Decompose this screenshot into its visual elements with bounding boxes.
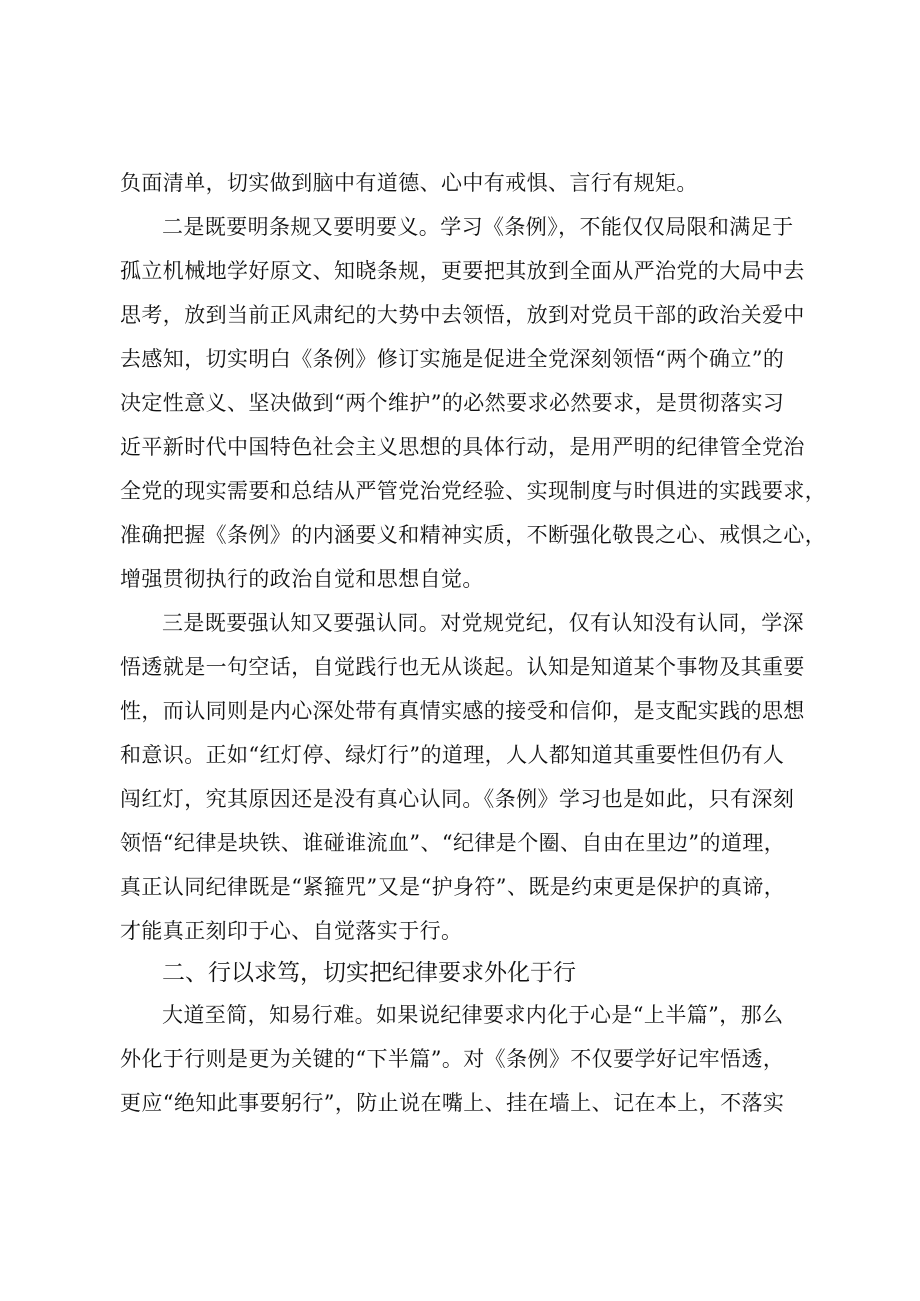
paragraph-line: 全党的现实需要和总结从严管党治党经验、实现制度与时俱进的实践要求， (120, 479, 827, 503)
paragraph-line: 和意识。正如“红灯停、绿灯行”的道理，人人都知道其重要性但仍有人 (120, 743, 785, 767)
paragraph-line: 大道至简，知易行难。如果说纪律要求内化于心是“上半篇”，那么 (162, 1003, 784, 1027)
paragraph-line: 外化于行则是更为关键的“下半篇”。对《条例》不仅要学好记牢悟透， (120, 1047, 785, 1071)
paragraph-line: 更应“绝知此事要躬行”，防止说在嘴上、挂在墙上、记在本上，不落实 (120, 1091, 785, 1115)
paragraph-line: 三是既要强认知又要强认同。对党规党纪，仅有认知没有认同，学深 (162, 611, 804, 635)
paragraph-line: 决定性意义、坚决做到“两个维护”的必然要求必然要求，是贯彻落实习 (120, 391, 785, 415)
section-heading: 二、行以求笃，切实把纪律要求外化于行 (162, 960, 576, 986)
paragraph-line: 去感知，切实明白《条例》修订实施是促进全党深刻领悟“两个确立”的 (120, 347, 785, 371)
paragraph-line: 性，而认同则是内心深处带有真情实感的接受和信仰，是支配实践的思想 (120, 699, 805, 723)
paragraph-line: 孤立机械地学好原文、知晓条规，更要把其放到全面从严治党的大局中去 (120, 259, 805, 283)
paragraph-line: 悟透就是一句空话，自觉践行也无从谈起。认知是知道某个事物及其重要 (120, 655, 805, 679)
paragraph-line: 才能真正刻印于心、自觉落实于行。 (120, 919, 463, 943)
paragraph-line: 增强贯彻执行的政治自觉和思想自觉。 (120, 567, 484, 591)
paragraph-line: 领悟“纪律是块铁、谁碰谁流血”、“纪律是个圈、自由在里边”的道理， (120, 831, 786, 855)
paragraph-line: 真正认同纪律既是“紧箍咒”又是“护身符”、既是约束更是保护的真谛， (120, 875, 786, 899)
paragraph-line: 思考，放到当前正风肃纪的大势中去领悟，放到对党员干部的政治关爱中 (120, 303, 805, 327)
paragraph-line: 近平新时代中国特色社会主义思想的具体行动，是用严明的纪律管全党治 (120, 435, 805, 459)
paragraph-line: 二是既要明条规又要明要义。学习《条例》，不能仅仅局限和满足于 (162, 215, 794, 239)
paragraph-line: 负面清单，切实做到脑中有道德、心中有戒惧、言行有规矩。 (120, 171, 698, 195)
paragraph-line: 闯红灯，究其原因还是没有真心认同。《条例》学习也是如此，只有深刻 (120, 787, 795, 811)
paragraph-line: 准确把握《条例》的内涵要义和精神实质，不断强化敬畏之心、戒惧之心， (120, 523, 827, 547)
